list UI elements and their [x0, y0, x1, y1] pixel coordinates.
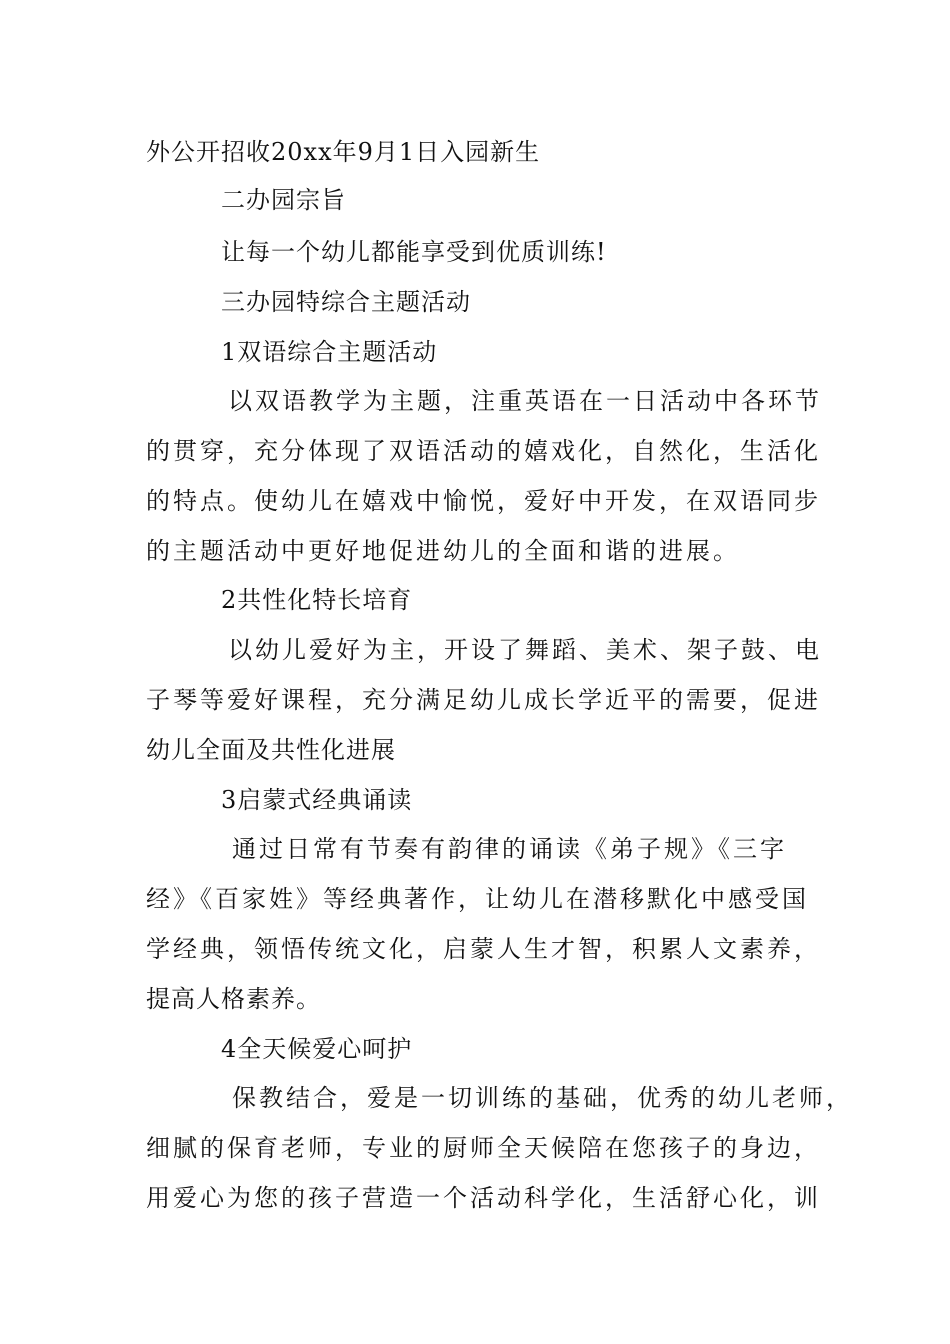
- item2-line-3: 幼儿全面及共性化进展: [146, 736, 396, 764]
- item2-title: 2共性化特长培育: [221, 586, 413, 614]
- item4-title: 4全天候爱心呵护: [221, 1035, 413, 1063]
- intro-tail-line: 外公开招收20xx年9月1日入园新生: [146, 138, 541, 166]
- item3-line-1: 通过日常有节奏有韵律的诵读《弟子规》《三字: [232, 835, 787, 863]
- item3-line-4: 提高人格素养。: [146, 985, 321, 1013]
- item2-line-2: 子琴等爱好课程，充分满足幼儿成长学近平的需要，促进: [146, 686, 821, 714]
- item3-line-3: 学经典，领悟传统文化，启蒙人生才智，积累人文素养，: [146, 935, 821, 963]
- section3-title: 三办园特综合主题活动: [221, 288, 471, 316]
- item1-line-1: 以双语教学为主题，注重英语在一日活动中各环节: [228, 387, 822, 415]
- item1-title: 1双语综合主题活动: [221, 338, 438, 366]
- item4-line-2: 细腻的保育老师，专业的厨师全天候陪在您孩子的身边，: [146, 1134, 821, 1162]
- item1-line-4: 的主题活动中更好地促进幼儿的全面和谐的进展。: [146, 537, 740, 565]
- item2-line-1: 以幼儿爱好为主，开设了舞蹈、美术、架子鼓、电: [228, 636, 822, 664]
- item4-line-3: 用爱心为您的孩子营造一个活动科学化，生活舒心化，训: [146, 1184, 821, 1212]
- item4-line-1: 保教结合，爱是一切训练的基础，优秀的幼儿老师，: [232, 1084, 853, 1112]
- section2-title: 二办园宗旨: [221, 186, 346, 214]
- item1-line-2: 的贯穿，充分体现了双语活动的嬉戏化，自然化，生活化: [146, 437, 821, 465]
- item3-line-2: 经》《百家姓》等经典著作，让幼儿在潜移默化中感受国: [146, 885, 809, 913]
- item3-title: 3启蒙式经典诵读: [221, 786, 413, 814]
- item1-line-3: 的特点。使幼儿在嬉戏中愉悦，爱好中开发，在双语同步: [146, 487, 821, 515]
- section2-text: 让每一个幼儿都能享受到优质训练!: [221, 238, 607, 266]
